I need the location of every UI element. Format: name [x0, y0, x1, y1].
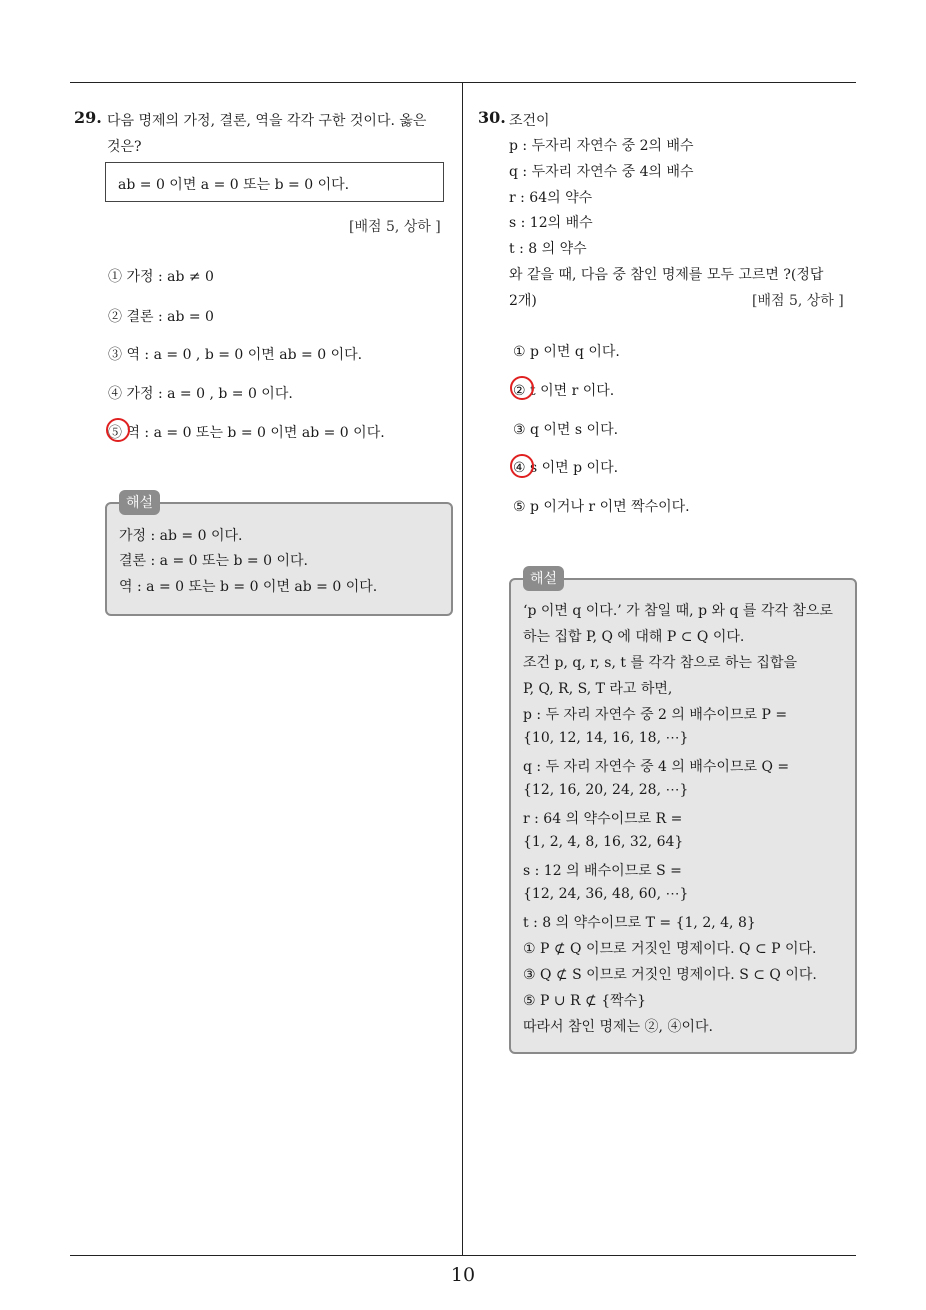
explanation-line: ① P ⊄ Q 이므로 거짓인 명제이다. Q ⊂ P 이다.: [523, 941, 817, 957]
condition-s: s : 12의 배수: [509, 215, 593, 231]
explanation-line: p : 두 자리 자연수 중 2 의 배수이므로 P =: [523, 707, 788, 723]
condition-t: t : 8 의 약수: [509, 241, 587, 257]
explanation-line: ‘p 이면 q 이다.’ 가 참일 때, p 와 q 를 각각 참으로: [523, 603, 833, 619]
question-number: 30.: [478, 108, 506, 127]
page-number: 10: [450, 1264, 476, 1286]
explanation-line: s : 12 의 배수이므로 S =: [523, 863, 682, 879]
explanation-line: {10, 12, 14, 16, 18, ⋯}: [523, 730, 689, 746]
explanation-line: {12, 16, 20, 24, 28, ⋯}: [523, 782, 689, 798]
answer-mark-circle: [510, 376, 534, 400]
question-prompt: 다음 명제의 가정, 결론, 역을 각각 구한 것이다. 옳은: [107, 113, 427, 129]
condition-p: p : 두자리 자연수 중 2의 배수: [509, 138, 694, 154]
explanation-line: P, Q, R, S, T 라고 하면,: [523, 681, 673, 697]
explanation-line: 가정 : ab = 0 이다.: [119, 528, 243, 544]
question-intro: 조건이: [509, 113, 550, 129]
question-number: 29.: [74, 108, 102, 127]
explanation-line: 결론 : a = 0 또는 b = 0 이다.: [119, 553, 308, 569]
option-4[interactable]: ④ s 이면 p 이다.: [513, 460, 619, 476]
points-label: [배점 5, 상하 ]: [349, 219, 441, 235]
explanation-tag: 해설: [523, 566, 564, 591]
explanation-line: 하는 집합 P, Q 에 대해 P ⊂ Q 이다.: [523, 629, 745, 645]
option-1[interactable]: ① 가정 : ab ≠ 0: [108, 269, 214, 285]
points-label: [배점 5, 상하 ]: [752, 293, 844, 309]
explanation-line: {12, 24, 36, 48, 60, ⋯}: [523, 886, 689, 902]
explanation-line: t : 8 의 약수이므로 T = {1, 2, 4, 8}: [523, 915, 756, 931]
explanation-box: [509, 578, 857, 1054]
answer-mark-circle: [106, 418, 130, 442]
explanation-line: {1, 2, 4, 8, 16, 32, 64}: [523, 834, 684, 850]
explanation-line: 역 : a = 0 또는 b = 0 이면 ab = 0 이다.: [119, 579, 378, 595]
option-5[interactable]: ⑤ p 이거나 r 이면 짝수이다.: [513, 499, 690, 515]
question-prompt-cont: 것은?: [107, 139, 142, 155]
question-prompt: 와 같을 때, 다음 중 참인 명제를 모두 고르면 ?(정답: [509, 267, 824, 283]
option-1[interactable]: ① p 이면 q 이다.: [513, 344, 620, 360]
explanation-line: q : 두 자리 자연수 중 4 의 배수이므로 Q =: [523, 759, 790, 775]
explanation-line: ⑤ P ∪ R ⊄ {짝수}: [523, 993, 647, 1009]
option-3[interactable]: ③ q 이면 s 이다.: [513, 422, 619, 438]
explanation-line: ③ Q ⊄ S 이므로 거짓인 명제이다. S ⊂ Q 이다.: [523, 967, 817, 983]
explanation-box: [105, 502, 453, 616]
top-rule: [70, 82, 856, 83]
column-divider: [462, 83, 463, 1256]
explanation-line: 따라서 참인 명제는 ②, ④이다.: [523, 1019, 713, 1035]
condition-r: r : 64의 약수: [509, 190, 593, 206]
option-4[interactable]: ④ 가정 : a = 0 , b = 0 이다.: [108, 386, 293, 402]
option-3[interactable]: ③ 역 : a = 0 , b = 0 이면 ab = 0 이다.: [108, 347, 363, 363]
explanation-tag: 해설: [119, 490, 160, 515]
option-2[interactable]: ② 결론 : ab = 0: [108, 309, 214, 325]
bottom-rule: [70, 1255, 856, 1256]
option-2[interactable]: ② t 이면 r 이다.: [513, 383, 615, 399]
option-5[interactable]: ⑤ 역 : a = 0 또는 b = 0 이면 ab = 0 이다.: [108, 425, 385, 441]
explanation-line: 조건 p, q, r, s, t 를 각각 참으로 하는 집합을: [523, 655, 798, 671]
condition-q: q : 두자리 자연수 중 4의 배수: [509, 164, 694, 180]
answer-mark-circle: [510, 454, 534, 478]
statement-text: ab = 0 이면 a = 0 또는 b = 0 이다.: [118, 177, 350, 193]
question-prompt-cont: 2개): [509, 293, 537, 309]
explanation-line: r : 64 의 약수이므로 R =: [523, 811, 683, 827]
statement-box: [105, 162, 444, 202]
